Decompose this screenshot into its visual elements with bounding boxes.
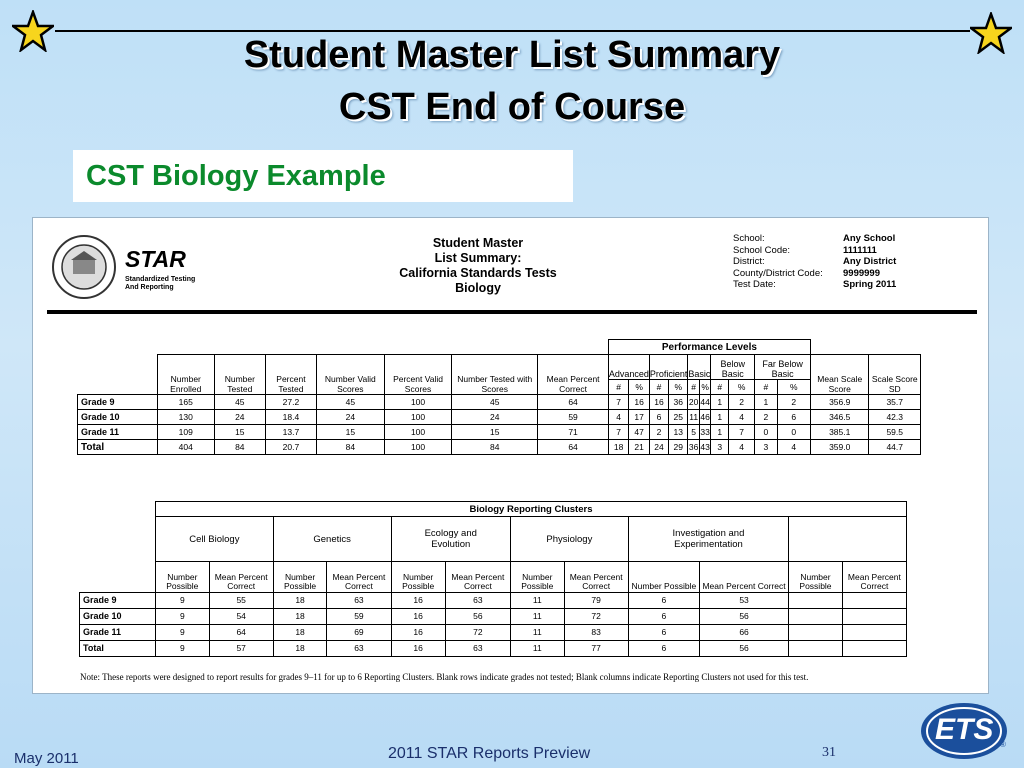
table-cell: 7 bbox=[608, 395, 629, 410]
table-cell: 2 bbox=[777, 395, 810, 410]
cluster-cell-biology: Cell Biology bbox=[156, 517, 274, 562]
table-cell: 1 bbox=[755, 395, 777, 410]
table-cell: 2 bbox=[755, 410, 777, 425]
report-divider bbox=[47, 310, 977, 314]
star-brand: STAR bbox=[125, 246, 186, 272]
table-cell: 54 bbox=[209, 608, 273, 624]
table-cell bbox=[842, 624, 906, 640]
col-num: # bbox=[755, 380, 777, 395]
table-cell: 4 bbox=[777, 440, 810, 455]
table-cell: 404 bbox=[158, 440, 215, 455]
col-number-possible: Number Possible bbox=[789, 562, 843, 593]
table-cell: 45 bbox=[214, 395, 266, 410]
table-cell: 16 bbox=[391, 624, 445, 640]
col-number-valid: Number Valid Scores bbox=[316, 355, 384, 395]
table-cell: 84 bbox=[316, 440, 384, 455]
table-cell: 359.0 bbox=[810, 440, 868, 455]
col-mean-percent: Mean Percent Correct bbox=[538, 355, 609, 395]
table-cell: 20 bbox=[688, 395, 700, 410]
table-cell: 15 bbox=[214, 425, 266, 440]
meta-value: Spring 2011 bbox=[843, 279, 897, 290]
table-cell: 63 bbox=[327, 640, 391, 656]
table-cell: 2 bbox=[728, 395, 754, 410]
report-meta-values bbox=[843, 233, 943, 291]
table-cell bbox=[789, 624, 843, 640]
meta-label: Test Date: bbox=[733, 279, 776, 290]
table-cell: 77 bbox=[564, 640, 628, 656]
col-number-possible: Number Possible bbox=[273, 562, 327, 593]
clusters-header: Biology Reporting Clusters bbox=[156, 502, 907, 517]
table-cell: 1 bbox=[711, 395, 729, 410]
table-cell: 11 bbox=[510, 640, 564, 656]
row-label: Total bbox=[80, 640, 156, 656]
table-cell bbox=[842, 640, 906, 656]
performance-table bbox=[77, 339, 921, 455]
col-percent-valid: Percent Valid Scores bbox=[384, 355, 451, 395]
table-row bbox=[78, 395, 921, 410]
col-pct: % bbox=[699, 380, 711, 395]
table-row bbox=[78, 425, 921, 440]
table-cell: 2 bbox=[649, 425, 668, 440]
table-cell: 64 bbox=[538, 440, 609, 455]
report-title-line: List Summary: bbox=[434, 251, 522, 265]
table-cell: 20.7 bbox=[266, 440, 317, 455]
table-cell: 16 bbox=[649, 395, 668, 410]
page-number: 31 bbox=[822, 745, 836, 760]
col-num: # bbox=[649, 380, 668, 395]
meta-label: District: bbox=[733, 256, 765, 267]
col-far-below-basic: Far Below Basic bbox=[755, 355, 811, 380]
footer-title: 2011 STAR Reports Preview bbox=[388, 745, 591, 762]
col-mean-percent-correct: Mean Percent Correct bbox=[445, 562, 510, 593]
report-panel bbox=[32, 217, 989, 694]
table-cell: 53 bbox=[699, 592, 788, 608]
ets-logo bbox=[918, 700, 1010, 762]
col-scale-sd: Scale Score SD bbox=[869, 355, 921, 395]
slide-title-line2: CST End of Course bbox=[338, 86, 686, 128]
table-row bbox=[78, 440, 921, 455]
table-cell: 36 bbox=[669, 395, 688, 410]
table-cell: 59 bbox=[538, 410, 609, 425]
table-cell: 25 bbox=[669, 410, 688, 425]
table-cell: 24 bbox=[452, 410, 538, 425]
table-cell: 5 bbox=[688, 425, 700, 440]
table-cell: 15 bbox=[316, 425, 384, 440]
table-cell: 11 bbox=[510, 608, 564, 624]
table-cell: 11 bbox=[688, 410, 700, 425]
table-cell: 72 bbox=[445, 624, 510, 640]
table-cell: 64 bbox=[538, 395, 609, 410]
table-cell: 16 bbox=[391, 640, 445, 656]
table-cell: 385.1 bbox=[810, 425, 868, 440]
col-pct: % bbox=[629, 380, 650, 395]
table-cell: 27.2 bbox=[266, 395, 317, 410]
table-cell bbox=[842, 592, 906, 608]
table-cell: 6 bbox=[628, 624, 699, 640]
col-proficient: Proficient bbox=[649, 355, 688, 380]
table-cell: 4 bbox=[728, 440, 754, 455]
table-cell: 64 bbox=[209, 624, 273, 640]
meta-value: Any District bbox=[843, 256, 897, 267]
report-note: Note: These reports were designed to report results for grades 9–11 for up to 6 Reporting Clusters. Blank rows indicate grades not tested; Blank columns indicate Reporting Clusters not used for this test. bbox=[80, 672, 809, 682]
perf-levels-header: Performance Levels bbox=[608, 340, 810, 355]
table-cell: 9 bbox=[156, 592, 210, 608]
table-cell: 83 bbox=[564, 624, 628, 640]
table-cell: 6 bbox=[649, 410, 668, 425]
footer-date: May 2011 bbox=[14, 750, 79, 767]
col-number-possible: Number Possible bbox=[628, 562, 699, 593]
col-mean-percent-correct: Mean Percent Correct bbox=[564, 562, 628, 593]
table-cell: 35.7 bbox=[869, 395, 921, 410]
table-cell: 24 bbox=[649, 440, 668, 455]
col-num: # bbox=[711, 380, 729, 395]
col-number-possible: Number Possible bbox=[510, 562, 564, 593]
table-cell: 56 bbox=[699, 640, 788, 656]
report-title bbox=[388, 236, 568, 296]
table-cell: 6 bbox=[628, 592, 699, 608]
col-percent-tested: Percent Tested bbox=[266, 355, 317, 395]
table-cell: 3 bbox=[755, 440, 777, 455]
ets-logo-reg: ® bbox=[1000, 740, 1006, 749]
col-number-possible: Number Possible bbox=[391, 562, 445, 593]
table-row bbox=[80, 640, 907, 656]
table-cell: 165 bbox=[158, 395, 215, 410]
table-cell: 100 bbox=[384, 425, 451, 440]
meta-label: School Code: bbox=[733, 244, 791, 256]
table-cell: 63 bbox=[445, 592, 510, 608]
table-cell: 44 bbox=[699, 395, 711, 410]
table-cell: 63 bbox=[445, 640, 510, 656]
col-pct: % bbox=[777, 380, 810, 395]
table-cell: 16 bbox=[391, 608, 445, 624]
table-cell: 66 bbox=[699, 624, 788, 640]
table-cell: 84 bbox=[452, 440, 538, 455]
row-label: Grade 11 bbox=[80, 624, 156, 640]
table-cell: 79 bbox=[564, 592, 628, 608]
row-label: Total bbox=[78, 440, 158, 455]
table-cell: 71 bbox=[538, 425, 609, 440]
row-label: Grade 10 bbox=[78, 410, 158, 425]
slide-subtitle: CST Biology Example bbox=[86, 160, 386, 192]
table-cell: 11 bbox=[510, 592, 564, 608]
table-cell: 100 bbox=[384, 395, 451, 410]
table-cell: 18 bbox=[273, 592, 327, 608]
table-cell: 130 bbox=[158, 410, 215, 425]
table-cell: 17 bbox=[629, 410, 650, 425]
table-cell: 42.3 bbox=[869, 410, 921, 425]
table-cell: 9 bbox=[156, 608, 210, 624]
table-cell: 7 bbox=[608, 425, 629, 440]
col-mean-percent-correct: Mean Percent Correct bbox=[209, 562, 273, 593]
brand-sub-line2: And Reporting bbox=[125, 284, 174, 291]
table-cell: 24 bbox=[316, 410, 384, 425]
brand-sub-line1: Standardized Testing bbox=[125, 276, 196, 283]
table-cell bbox=[789, 640, 843, 656]
table-cell: 59.5 bbox=[869, 425, 921, 440]
meta-label: County/District Code: bbox=[733, 267, 823, 279]
table-cell: 16 bbox=[391, 592, 445, 608]
col-mean-scale: Mean Scale Score bbox=[810, 355, 868, 395]
col-mean-percent-correct: Mean Percent Correct bbox=[699, 562, 788, 593]
table-cell: 0 bbox=[777, 425, 810, 440]
table-cell: 29 bbox=[669, 440, 688, 455]
table-cell: 6 bbox=[628, 608, 699, 624]
col-num: # bbox=[608, 380, 629, 395]
report-title-line: California Standards Tests bbox=[399, 266, 557, 280]
table-cell: 7 bbox=[728, 425, 754, 440]
cluster-ecology: Ecology and Evolution bbox=[391, 517, 510, 562]
cluster-blank bbox=[789, 517, 907, 562]
table-cell: 69 bbox=[327, 624, 391, 640]
table-cell bbox=[789, 592, 843, 608]
table-cell: 47 bbox=[629, 425, 650, 440]
table-cell: 1 bbox=[711, 425, 729, 440]
cluster-physiology: Physiology bbox=[510, 517, 628, 562]
table-cell: 57 bbox=[209, 640, 273, 656]
col-num: # bbox=[688, 380, 700, 395]
table-cell: 44.7 bbox=[869, 440, 921, 455]
col-below-basic: Below Basic bbox=[711, 355, 755, 380]
col-number-tested: Number Tested bbox=[214, 355, 266, 395]
table-cell: 18.4 bbox=[266, 410, 317, 425]
table-cell: 13.7 bbox=[266, 425, 317, 440]
row-label: Grade 10 bbox=[80, 608, 156, 624]
table-cell: 9 bbox=[156, 624, 210, 640]
table-cell: 55 bbox=[209, 592, 273, 608]
table-cell: 56 bbox=[699, 608, 788, 624]
table-cell bbox=[789, 608, 843, 624]
col-advanced: Advanced bbox=[608, 355, 649, 380]
row-label: Grade 9 bbox=[80, 592, 156, 608]
report-title-line: Student Master bbox=[432, 236, 524, 250]
table-cell: 21 bbox=[629, 440, 650, 455]
table-cell: 56 bbox=[445, 608, 510, 624]
table-cell: 346.5 bbox=[810, 410, 868, 425]
table-cell: 43 bbox=[699, 440, 711, 455]
col-number-tested-with: Number Tested with Scores bbox=[452, 355, 538, 395]
meta-value: Any School bbox=[843, 233, 896, 244]
table-cell: 6 bbox=[777, 410, 810, 425]
table-cell: 9 bbox=[156, 640, 210, 656]
table-cell: 18 bbox=[273, 608, 327, 624]
table-cell: 72 bbox=[564, 608, 628, 624]
table-cell: 45 bbox=[452, 395, 538, 410]
table-cell: 100 bbox=[384, 410, 451, 425]
table-cell: 100 bbox=[384, 440, 451, 455]
table-row bbox=[80, 624, 907, 640]
table-row bbox=[80, 608, 907, 624]
table-cell bbox=[842, 608, 906, 624]
table-cell: 45 bbox=[316, 395, 384, 410]
meta-value: 9999999 bbox=[843, 267, 880, 279]
table-cell: 109 bbox=[158, 425, 215, 440]
report-meta-labels bbox=[733, 233, 843, 291]
cluster-investigation: Investigation and Experimentation bbox=[628, 517, 788, 562]
table-cell: 18 bbox=[273, 624, 327, 640]
table-cell: 46 bbox=[699, 410, 711, 425]
table-cell: 24 bbox=[214, 410, 266, 425]
row-label: Grade 11 bbox=[78, 425, 158, 440]
col-number-enrolled: Number Enrolled bbox=[158, 355, 215, 395]
table-cell: 4 bbox=[728, 410, 754, 425]
table-cell: 0 bbox=[755, 425, 777, 440]
table-cell: 84 bbox=[214, 440, 266, 455]
col-mean-percent-correct: Mean Percent Correct bbox=[842, 562, 906, 593]
table-cell: 36 bbox=[688, 440, 700, 455]
table-cell: 13 bbox=[669, 425, 688, 440]
meta-label: School: bbox=[733, 233, 765, 244]
col-pct: % bbox=[669, 380, 688, 395]
table-cell: 33 bbox=[699, 425, 711, 440]
table-cell: 18 bbox=[273, 640, 327, 656]
col-basic: Basic bbox=[688, 355, 711, 380]
col-number-possible: Number Possible bbox=[156, 562, 210, 593]
slide-title-line1: Student Master List Summary bbox=[243, 34, 781, 76]
table-row bbox=[78, 410, 921, 425]
table-cell: 356.9 bbox=[810, 395, 868, 410]
table-row bbox=[80, 592, 907, 608]
cluster-genetics: Genetics bbox=[273, 517, 391, 562]
report-title-line: Biology bbox=[455, 281, 501, 295]
seal-icon bbox=[51, 234, 117, 300]
table-cell: 6 bbox=[628, 640, 699, 656]
table-cell: 16 bbox=[629, 395, 650, 410]
table-cell: 59 bbox=[327, 608, 391, 624]
table-cell: 15 bbox=[452, 425, 538, 440]
col-pct: % bbox=[728, 380, 754, 395]
row-label: Grade 9 bbox=[78, 395, 158, 410]
ets-logo-text: ETS bbox=[935, 713, 994, 746]
clusters-table bbox=[79, 501, 907, 657]
table-cell: 4 bbox=[608, 410, 629, 425]
col-mean-percent-correct: Mean Percent Correct bbox=[327, 562, 391, 593]
meta-value: 1111111 bbox=[843, 244, 877, 256]
table-cell: 18 bbox=[608, 440, 629, 455]
table-cell: 63 bbox=[327, 592, 391, 608]
table-cell: 1 bbox=[711, 410, 729, 425]
table-cell: 11 bbox=[510, 624, 564, 640]
table-cell: 3 bbox=[711, 440, 729, 455]
